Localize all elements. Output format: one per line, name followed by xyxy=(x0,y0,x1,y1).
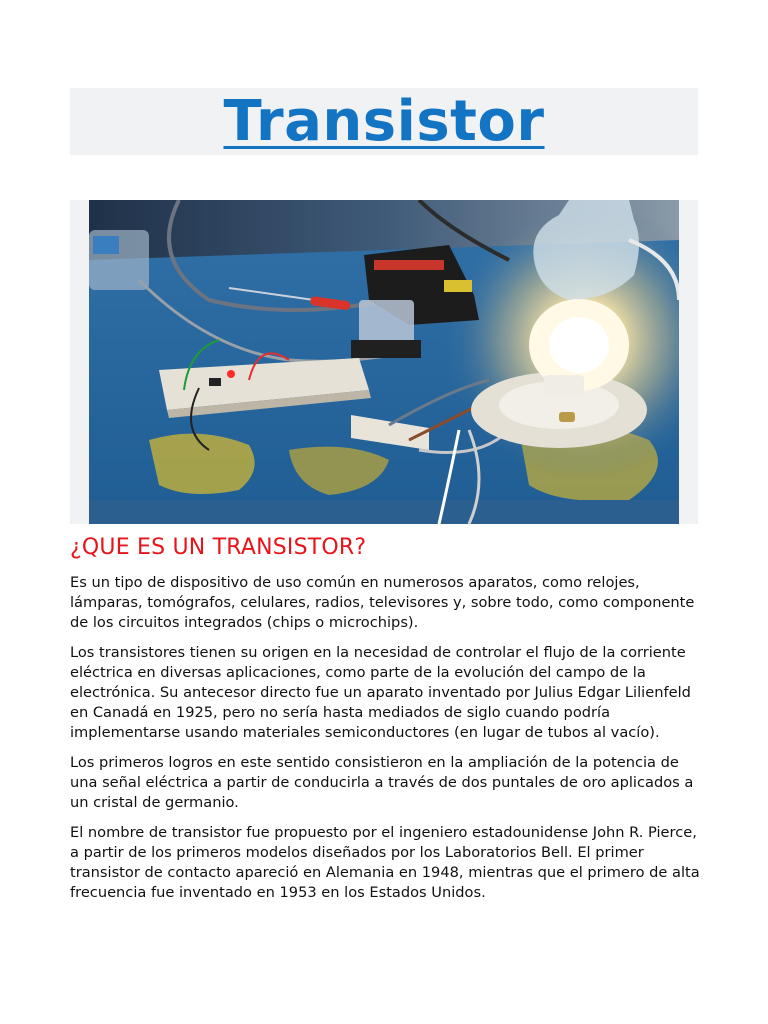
section-heading: ¿QUE ES UN TRANSISTOR? xyxy=(70,535,367,560)
circuit-photo xyxy=(89,200,679,524)
paragraph: Es un tipo de dispositivo de uso común en numerosos aparatos, como relojes, lámparas, tomógrafos, celulares, radios, televisores y, sobre todo, como componente de los circuitos integrados (chips o microchips). xyxy=(70,574,695,631)
paragraph: El nombre de transistor fue propuesto por el ingeniero estadounidense John R. Pierce, a partir de los primeros modelos diseñados por los Laboratorios Bell. El primer transistor de contacto apareció en Alemania en 1948, mientras que el primero de alta frecuencia fue inventado en 1953 en los Estados Unidos. xyxy=(70,824,700,901)
page-title: Transistor xyxy=(223,88,545,154)
paragraph: Los transistores tienen su origen en la necesidad de controlar el flujo de la corriente eléctrica en diversas aplicaciones, como parte de la evolución del campo de la electrónica. Su antecesor directo fue un aparato inventado por Julius Edgar Lilienfeld en Canadá en 1925, pero no sería hasta mediados de siglo cuando podría implementarse usando materiales semiconductores (en lugar de tubos al vacío). xyxy=(70,644,691,741)
title-banner xyxy=(70,88,698,155)
paragraph: Los primeros logros en este sentido consistieron en la ampliación de la potencia de una señal eléctrica a partir de conducirla a través de dos puntales de oro aplicados a un cristal de germanio. xyxy=(70,754,694,811)
article-body xyxy=(70,573,710,913)
photo-frame xyxy=(70,200,698,524)
